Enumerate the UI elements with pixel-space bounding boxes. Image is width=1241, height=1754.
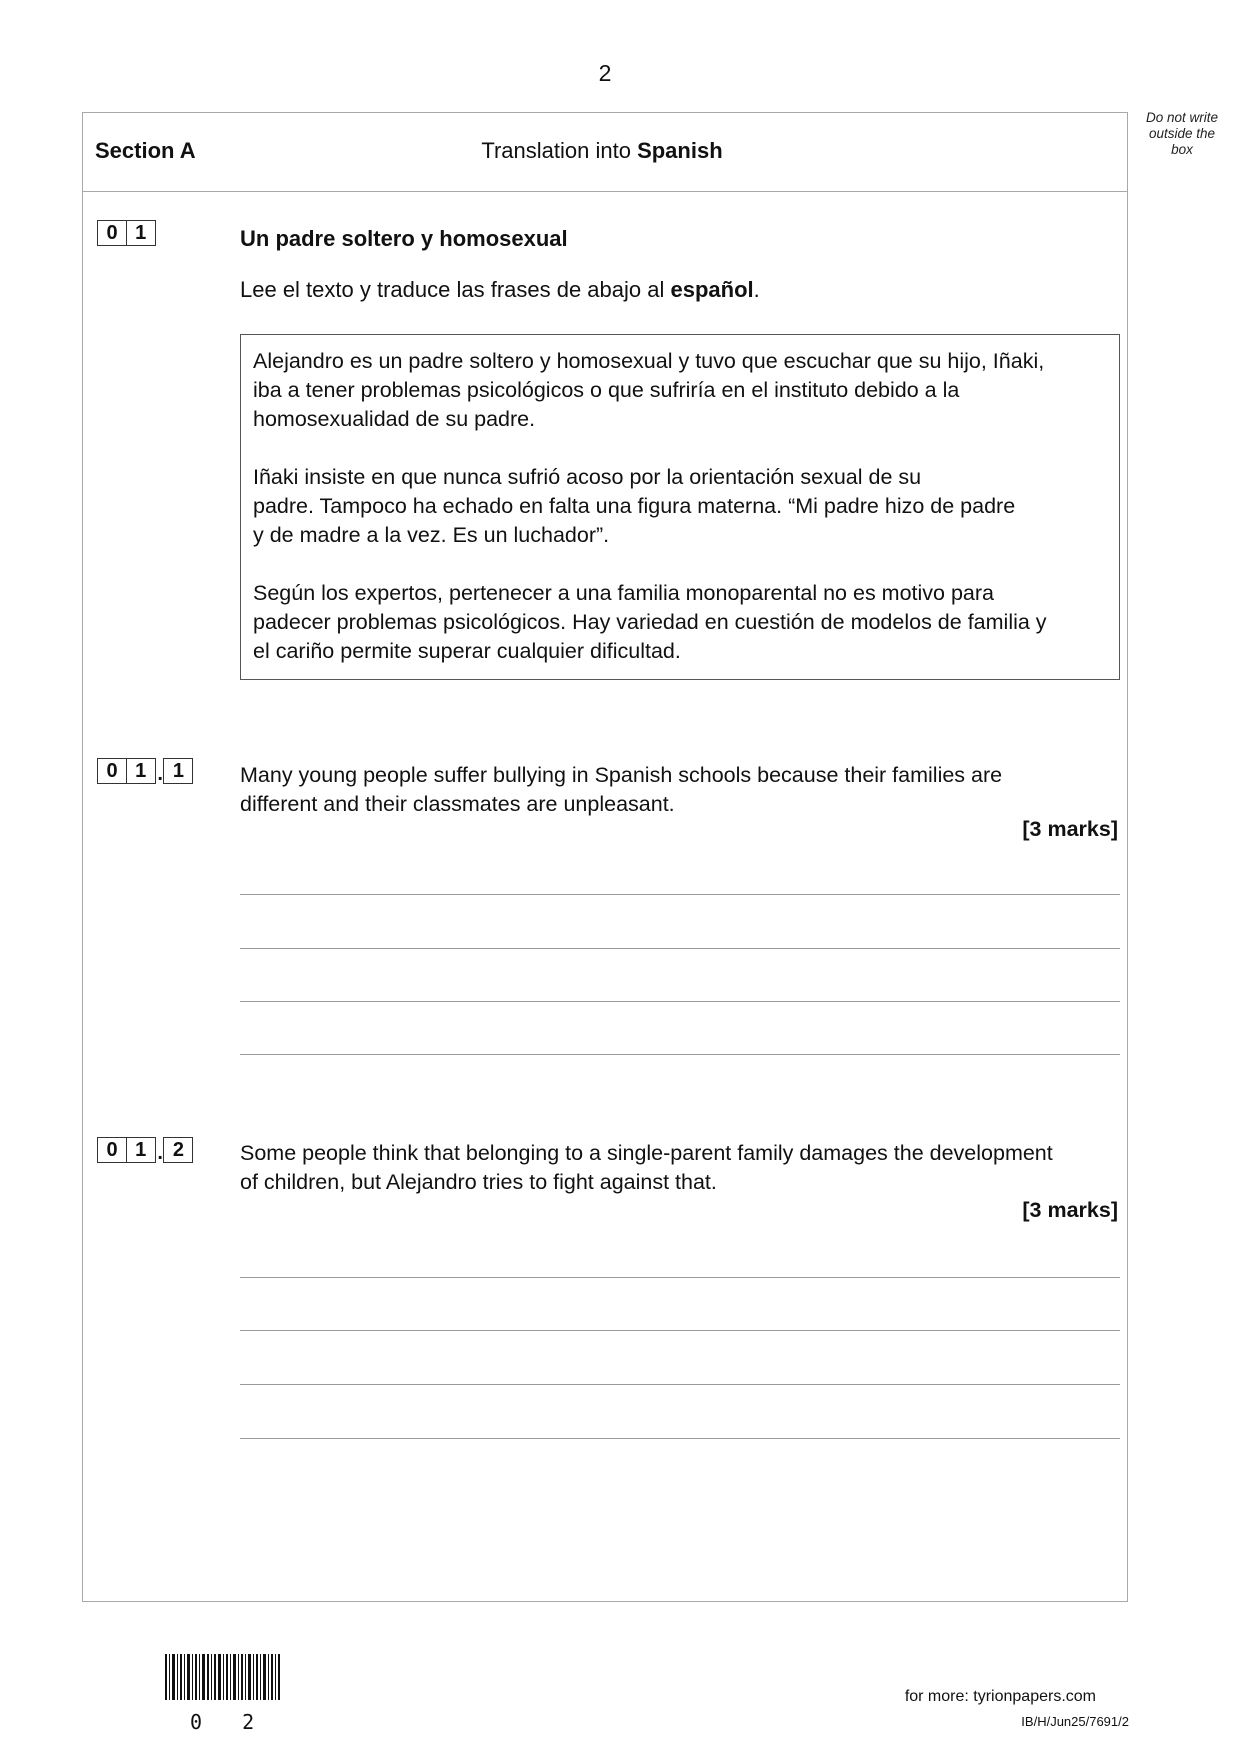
answer-line[interactable]: [240, 1384, 1120, 1385]
subquestion-prompt: Many young people suffer bullying in Spanish schools because their families are different and their classmates are unpleasant.: [240, 763, 1003, 816]
subquestion-number-dot: .: [157, 1142, 163, 1164]
answer-line[interactable]: [240, 1277, 1120, 1278]
barcode-number: 0 2: [190, 1710, 269, 1734]
subquestion-prompt: Some people think that belonging to a single-parent family damages the development of children, but Alejandro tries to fight against that.: [240, 1141, 1053, 1194]
margin-note: Do not write outside the box: [1145, 110, 1219, 157]
question-number-digit: 0: [97, 220, 127, 246]
section-title-prefix: Translation into: [481, 138, 638, 163]
paper-code: IB/H/Jun25/7691/2: [1021, 1714, 1129, 1729]
question-number-digit: 1: [126, 220, 156, 246]
instruction-language: español: [670, 277, 754, 302]
subquestion-number-digit: 0: [97, 1137, 127, 1163]
barcode-icon: [165, 1654, 280, 1700]
subquestion-number-digit: 2: [163, 1137, 193, 1163]
page-number: 2: [598, 60, 612, 86]
question-instruction: [240, 277, 760, 303]
subquestion-number: [97, 758, 193, 784]
subquestion-number-digit: 1: [126, 1137, 156, 1163]
subquestion-marks: [3 marks]: [1022, 1198, 1118, 1222]
instruction-text: Lee el texto y traduce las frases de abajo al: [240, 277, 671, 302]
subquestion-number: [97, 1137, 193, 1163]
question-title: Un padre soltero y homosexual: [240, 226, 568, 251]
section-label: Section A: [95, 138, 196, 163]
answer-line[interactable]: [240, 1330, 1120, 1331]
subquestion-number-digit: 1: [163, 758, 193, 784]
instruction-suffix: .: [753, 277, 760, 302]
section-title-language: Spanish: [637, 138, 723, 163]
passage-paragraph: Iñaki insiste en que nunca sufrió acoso por la orientación sexual de su padre. Tampoco ha echado en falta una figura materna. “Mi padre hizo de padre y de madre a la vez. Es un luchador”.: [253, 465, 1016, 547]
answer-line[interactable]: [240, 1054, 1120, 1055]
subquestion-number-digit: 1: [126, 758, 156, 784]
header-divider: [82, 191, 1128, 192]
passage-paragraph: Alejandro es un padre soltero y homosexual y tuvo que escuchar que su hijo, Iñaki, iba a tener problemas psicológicos o que sufriría en el instituto debido a la homosexualidad de su padre.: [253, 349, 1045, 431]
subquestion-marks: [3 marks]: [1022, 817, 1118, 841]
subquestion-number-digit: 0: [97, 758, 127, 784]
answer-line[interactable]: [240, 1438, 1120, 1439]
source-passage: [240, 334, 1120, 680]
footer-link[interactable]: for more: tyrionpapers.com: [904, 1688, 1096, 1705]
subquestion-number-dot: .: [157, 763, 163, 785]
question-number: [97, 220, 156, 246]
answer-line[interactable]: [240, 1001, 1120, 1002]
answer-line[interactable]: [240, 948, 1120, 949]
section-title: [82, 138, 1122, 164]
passage-paragraph: Según los expertos, pertenecer a una familia monoparental no es motivo para padecer problemas psicológicos. Hay variedad en cuestión de modelos de familia y el cariño permite superar cualquier dificultad.: [253, 581, 1047, 663]
answer-line[interactable]: [240, 894, 1120, 895]
